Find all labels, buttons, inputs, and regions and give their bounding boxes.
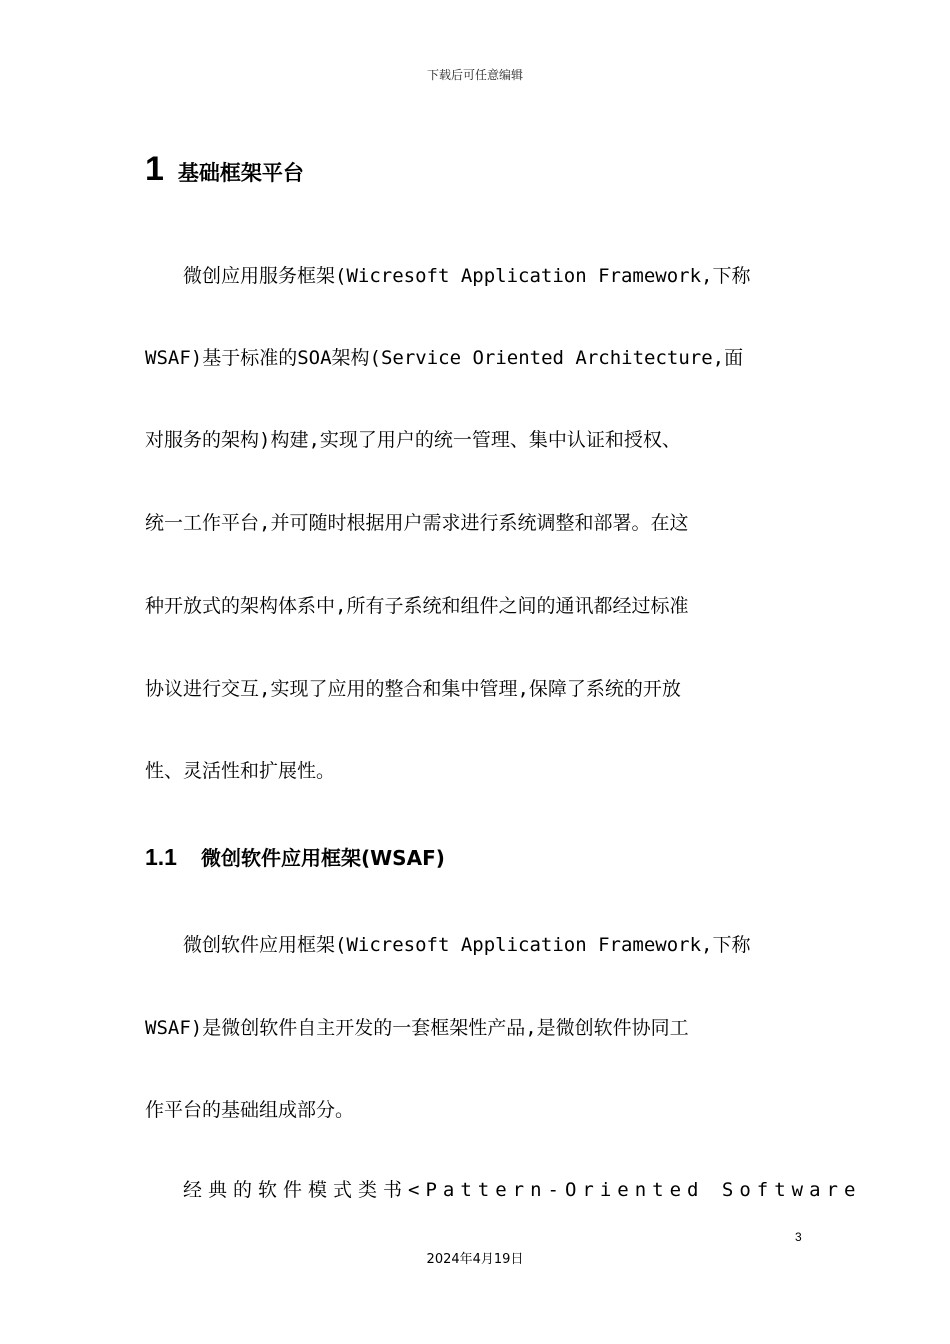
paragraph-line: 协议进行交互,实现了应用的整合和集中管理,保障了系统的开放: [145, 678, 681, 700]
footer-date: 2024年4月19日: [426, 1252, 524, 1267]
paragraph-line: 对服务的架构)构建,实现了用户的统一管理、集中认证和授权、: [145, 429, 681, 451]
paragraph-line: 性、灵活性和扩展性。: [145, 760, 336, 782]
page-header: 下载后可任意编辑: [426, 68, 523, 82]
paragraph-line: WSAF)基于标准的SOA架构(Service Oriented Architecture,面: [145, 347, 744, 369]
subsection-title: 微创软件应用框架(WSAF): [200, 846, 445, 870]
paragraph-line: 作平台的基础组成部分。: [145, 1099, 355, 1121]
paragraph-line: 微创应用服务框架(Wicresoft Application Framework,下称: [183, 265, 751, 287]
paragraph-line: WSAF)是微创软件自主开发的一套框架性产品,是微创软件协同工: [145, 1017, 689, 1039]
paragraph-line: 微创软件应用框架(Wicresoft Application Framework,下称: [183, 934, 751, 956]
subsection-number: 1.1: [145, 844, 177, 870]
page-number: 3: [795, 1230, 802, 1244]
section-heading-1-1: [145, 842, 445, 871]
section-number: 1: [145, 150, 164, 188]
paragraph-line: 统一工作平台,并可随时根据用户需求进行系统调整和部署。在这: [145, 512, 689, 534]
paragraph-line: 种开放式的架构体系中,所有子系统和组件之间的通讯都经过标准: [145, 595, 689, 617]
section-heading-1: [145, 150, 304, 189]
section-title: 基础框架平台: [177, 161, 304, 185]
paragraph-line: 经典的软件模式类书<Pattern-Oriented Software: [183, 1179, 862, 1201]
